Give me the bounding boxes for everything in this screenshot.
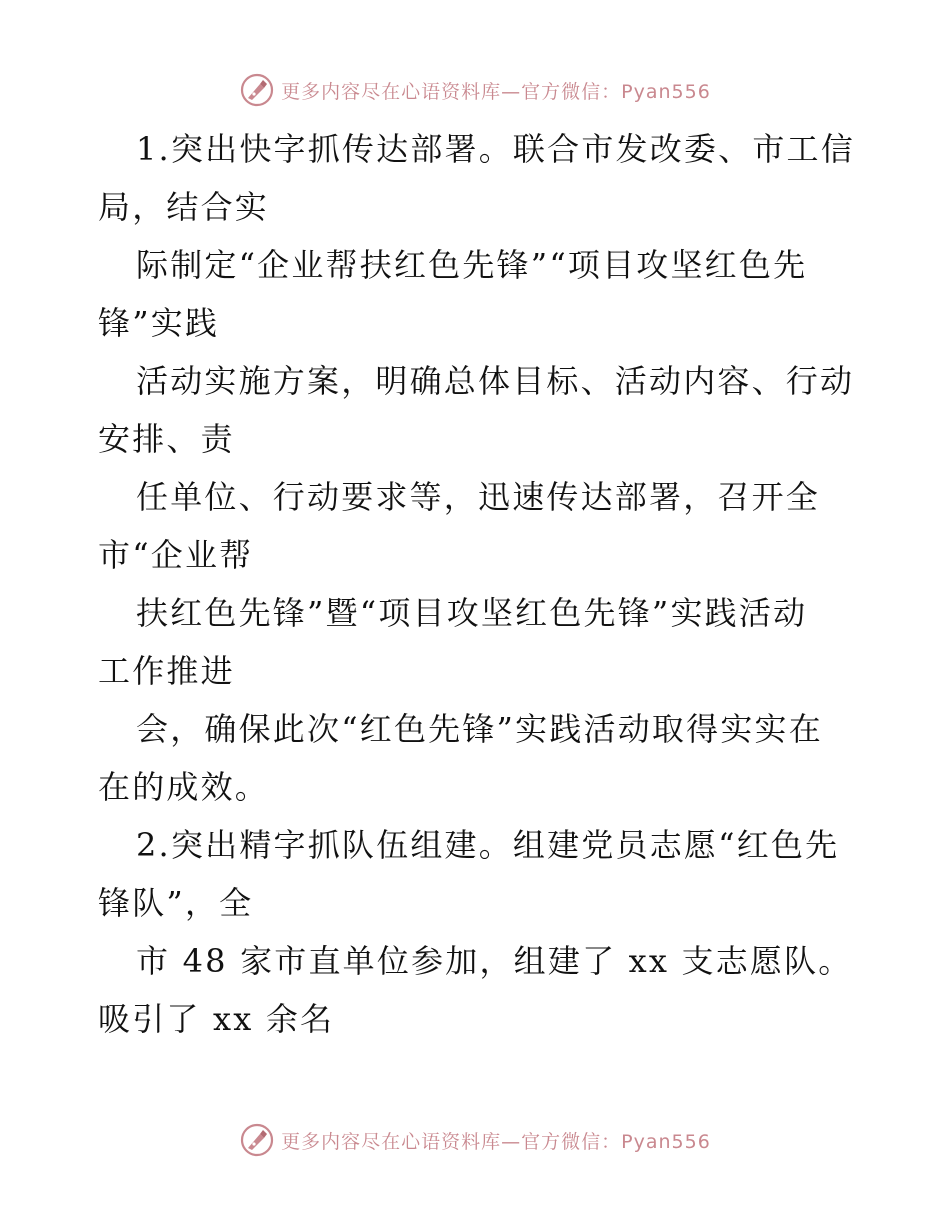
text-line: 市 48 家市直单位参加，组建了 xx 支志愿队。 (136, 942, 853, 980)
text-line: 锋”实践 (98, 304, 220, 342)
text-line: 际制定“企业帮扶红色先锋”“项目攻坚红色先 (136, 246, 808, 284)
text-line: 局，结合实 (98, 188, 270, 226)
pen-nib-logo-icon (239, 1122, 275, 1158)
text-line: 2.突出精字抓队伍组建。组建党员志愿“红色先 (136, 826, 840, 864)
text-line: 任单位、行动要求等，迅速传达部署，召开全 (136, 478, 821, 516)
header-watermark (0, 70, 950, 110)
text-line: 吸引了 xx 余名 (98, 1000, 335, 1038)
footer-watermark (0, 1120, 950, 1160)
watermark-text: 更多内容尽在心语资料库—官方微信：Pyan556 (281, 80, 711, 103)
pen-nib-logo-icon (239, 72, 275, 108)
text-line: 活动实施方案，明确总体目标、活动内容、行动 (136, 362, 855, 400)
body-text (98, 120, 858, 1048)
text-line: 工作推进 (98, 652, 235, 690)
text-line: 会，确保此次“红色先锋”实践活动取得实实在 (136, 710, 823, 748)
text-line: 1.突出快字抓传达部署。联合市发改委、市工信 (136, 130, 855, 168)
paragraph (98, 120, 858, 1048)
text-line: 扶红色先锋”暨“项目攻坚红色先锋”实践活动 (136, 594, 808, 632)
text-line: 市“企业帮 (98, 536, 254, 574)
text-line: 锋队”，全 (98, 884, 254, 922)
watermark-text: 更多内容尽在心语资料库—官方微信：Pyan556 (281, 1130, 711, 1153)
text-line: 在的成效。 (98, 768, 270, 806)
text-line: 安排、责 (98, 420, 235, 458)
